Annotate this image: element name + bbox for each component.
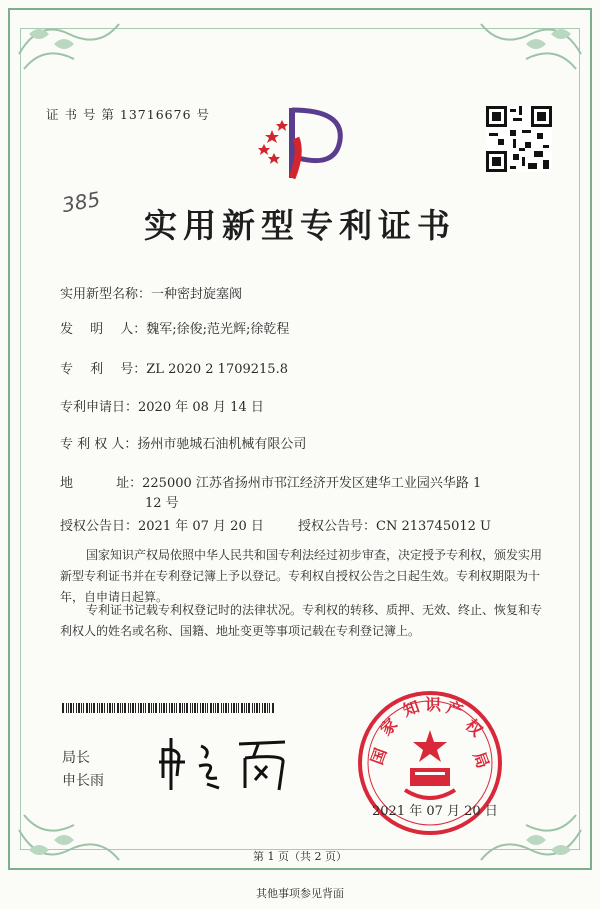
field-label: 实用新型名称： [60,287,152,302]
barcode-icon [62,703,274,713]
legal-status-paragraph: 专利证书记载专利权登记时的法律状况。专利权的转移、质押、无效、终止、恢复和专利权人的姓名或名称、国籍、地址变更等事项记载在专利登记簿上。 [60,603,543,638]
seal-date: 2021 年 07 月 20 日 [372,804,498,819]
certificate-number: 证 书 号 第 13716676 号 [46,107,210,122]
grant-statement-paragraph: 国家知识产权局依照中华人民共和国专利法经过初步审查，决定授予专利权，颁发实用新型专利证书并在专利登记簿上予以登记。专利权自授权公告之日起生效。专利权期限为十年，自申请日起算。 [60,548,543,604]
field-patentee [60,433,306,452]
field-label: 授权公告号： [298,519,377,534]
field-patent-number [60,358,288,377]
field-value: 扬州市驰城石油机械有限公司 [137,437,307,452]
svg-text:局: 局 [469,749,493,771]
field-value: 2021 年 07 月 20 日 [138,519,264,534]
field-value: ZL 2020 2 1709215.8 [146,362,288,377]
field-filing-date [60,396,264,415]
signature-icon [155,728,315,798]
field-address-line2 [145,492,179,511]
svg-text:识: 识 [425,695,442,714]
field-value: 一种密封旋塞阀 [151,287,243,302]
field-value: 魏军;徐俊;范光辉;徐乾程 [146,322,290,337]
field-label: 发 明 人： [60,322,147,337]
footer-note: 其他事项参见背面 [256,887,344,900]
field-grant-number [298,515,491,534]
field-grant-date [60,515,264,534]
qr-code-icon [486,106,552,172]
field-label: 专利申请日： [60,400,139,415]
field-label: 专 利 权 人： [60,437,138,452]
field-inventors [60,318,289,337]
handwritten-note: 385 [60,186,102,218]
svg-text:国: 国 [367,745,391,768]
field-value: 12 号 [145,496,179,511]
field-address [60,472,481,491]
signatory-role: 局长 [62,750,90,766]
field-value: 2020 年 08 月 14 日 [138,400,264,415]
corner-ornament-top-right [476,14,586,94]
field-value: CN 213745012 U [376,519,491,534]
svg-text:产: 产 [443,697,466,721]
svg-text:权: 权 [461,715,487,741]
field-value: 225000 江苏省扬州市邗江经济开发区建华工业园兴华路 1 [142,476,482,491]
field-utility-model-name [60,283,242,302]
corner-ornament-top-left [14,14,124,94]
certificate-title: 实用新型专利证书 [144,206,456,245]
svg-text:家: 家 [376,714,402,740]
field-label: 地 址： [60,476,143,491]
signatory-name: 申长雨 [62,773,104,789]
cnipa-logo-icon [252,98,352,188]
page-number: 第 1 页（共 2 页） [253,850,347,863]
field-label: 授权公告日： [60,519,139,534]
field-label: 专 利 号： [60,362,147,377]
svg-text:知: 知 [400,696,422,721]
